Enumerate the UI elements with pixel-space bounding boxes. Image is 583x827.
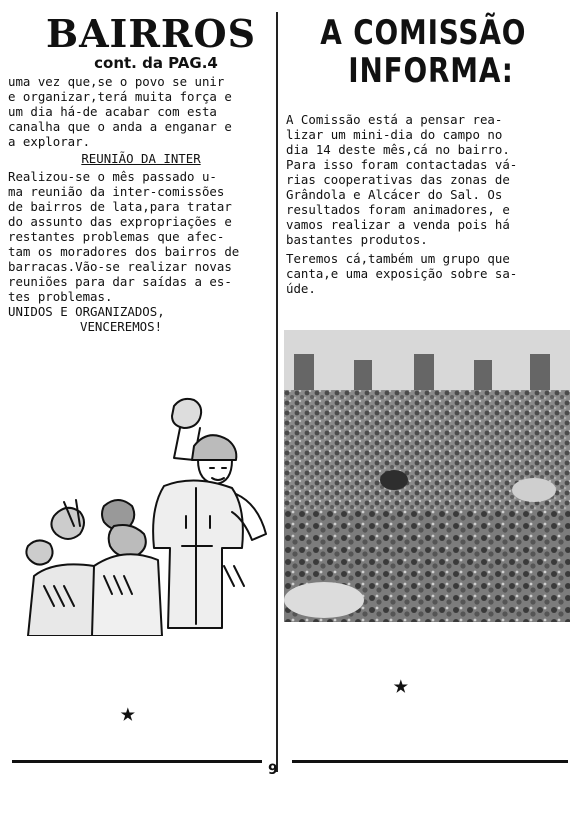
slogan-line-1: UNIDOS E ORGANIZADOS, [8,304,165,319]
footer-rule-right [292,760,568,763]
text-line: lizar um mini-dia do campo no [286,127,503,142]
worker-raised-fist-illustration [14,376,272,636]
text-line: um dia há-de acabar com esta [8,104,217,119]
text-line: tes problemas. [8,289,113,304]
star-icon: ★ [120,698,136,728]
crowd-photo [284,330,570,622]
intro-paragraph [8,74,274,149]
text-line: reuniões para dar saídas a es- [8,274,232,289]
text-line: tam os moradores dos bairros de [8,244,240,259]
text-line: rias cooperativas das zonas de [286,172,510,187]
text-line: a explorar. [8,134,91,149]
footer-rule-left [12,760,262,763]
announcement-paragraph-2 [286,251,576,296]
right-column [286,14,576,296]
continued-from-label: cont. da PAG.4 [94,54,218,72]
star-icon: ★ [393,670,409,700]
section-heading-text: REUNIÃO DA INTER [81,151,201,166]
text-line: resultados foram animadores, e [286,202,510,217]
text-line: Para isso foram contactadas vá- [286,157,518,172]
text-line: Teremos cá,também um grupo que [286,251,510,266]
slogan-line-2: VENCEREMOS! [80,319,163,334]
column-divider [276,12,278,772]
text-line: A Comissão está a pensar rea- [286,112,503,127]
meeting-paragraph [8,169,274,304]
text-line: canta,e uma exposição sobre sa- [286,266,518,281]
text-line: e organizar,terá muita força e [8,89,232,104]
left-column [8,11,274,334]
text-line: vamos realizar a venda pois há [286,217,510,232]
text-line: uma vez que,se o povo se unir [8,74,225,89]
text-line: ma reunião da inter-comissões [8,184,225,199]
page-number: 9 [268,762,278,778]
text-line: canalha que o anda a enganar e [8,119,232,134]
section-heading [8,151,274,167]
text-line: bastantes produtos. [286,232,428,247]
bairros-title: BAIRROS [45,11,257,56]
text-line: barracas.Vão-se realizar novas [8,259,232,274]
text-line: úde. [286,281,316,296]
text-line: de bairros de lata,para tratar [8,199,232,214]
comissao-title-line2: INFORMA: [348,51,514,91]
text-line: Grândola e Alcácer do Sal. Os [286,187,503,202]
announcement-paragraph [286,112,576,247]
comissao-title-line1: A COMISSÃO [320,13,527,53]
text-line: Realizou-se o mês passado u- [8,169,217,184]
text-line: dia 14 deste mês,cá no bairro. [286,142,510,157]
text-line: restantes problemas que afec- [8,229,225,244]
text-line: do assunto das expropriações e [8,214,232,229]
